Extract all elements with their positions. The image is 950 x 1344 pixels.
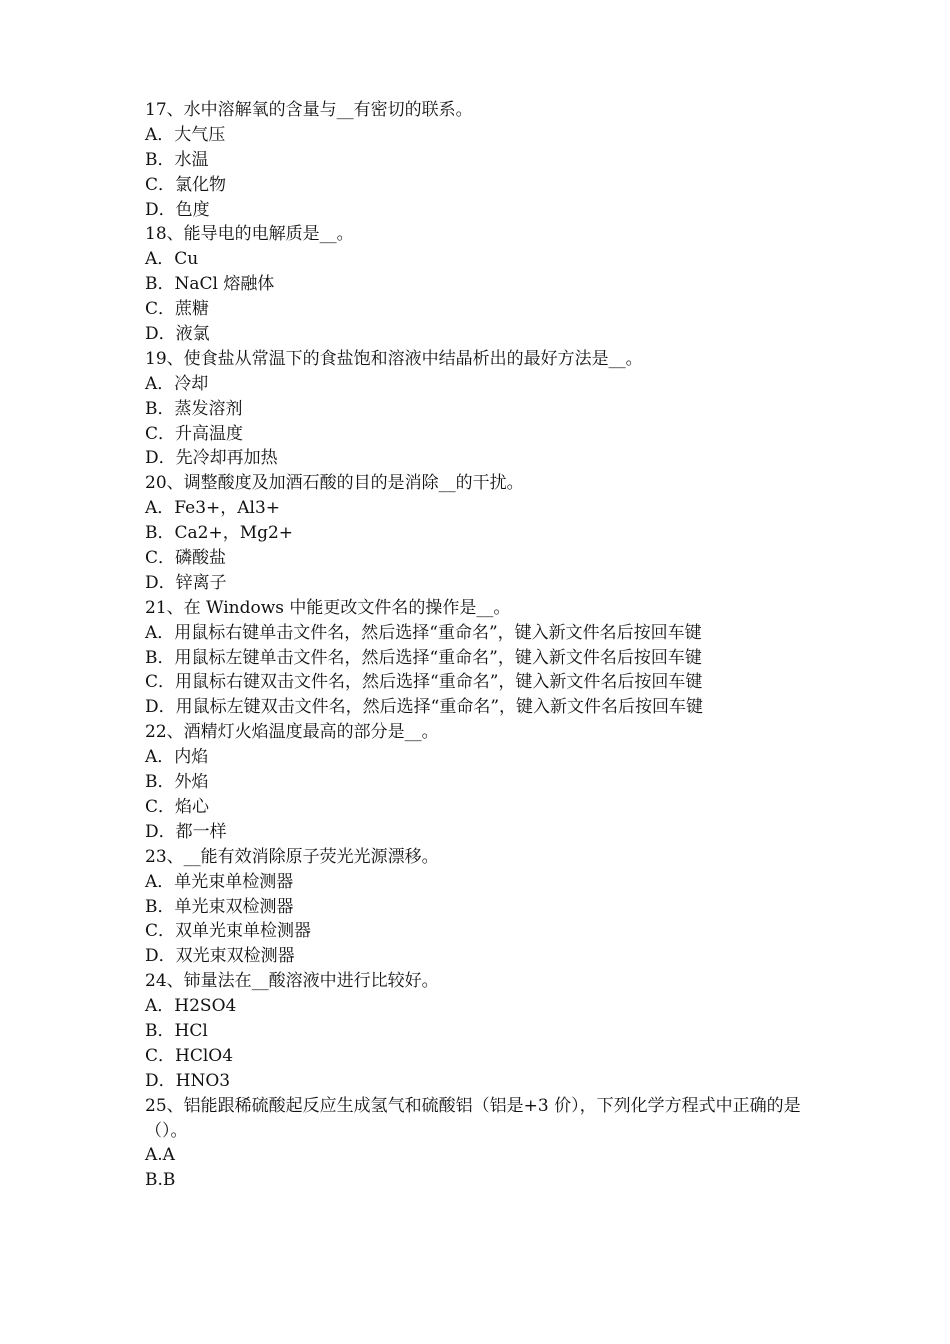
option-a: A．大气压 [145, 124, 226, 145]
option-c: C．焰心 [145, 796, 210, 817]
question-25 [145, 1094, 825, 1194]
question-stem: 22、酒精灯火焰温度最高的部分是__。 [145, 722, 439, 743]
question-list [145, 98, 825, 1193]
option-d: D．锌离子 [145, 572, 227, 593]
question-stem: 17、水中溶解氧的含量与__有密切的联系。 [145, 100, 473, 120]
option-b: B.B [145, 1170, 176, 1191]
option-c: C．用鼠标右键双击文件名，然后选择“重命名”，键入新文件名后按回车键 [145, 672, 703, 693]
option-b: B．外焰 [145, 772, 209, 793]
option-d: D．都一样 [145, 821, 227, 842]
option-b: B．NaCl 熔融体 [145, 274, 275, 295]
question-24 [145, 969, 825, 1093]
option-a: A．Cu [145, 249, 199, 270]
option-d: D．先冷却再加热 [145, 448, 278, 469]
option-c: C．升高温度 [145, 423, 244, 444]
option-c: C．双单光束单检测器 [145, 921, 312, 942]
option-d: D．双光束双检测器 [145, 946, 295, 967]
option-b: B．HCl [145, 1020, 208, 1041]
question-19 [145, 347, 825, 471]
option-c: C．蔗糖 [145, 299, 210, 320]
option-c: C．磷酸盐 [145, 548, 227, 569]
question-21 [145, 596, 825, 720]
option-c: C．氯化物 [145, 174, 227, 195]
question-stem: 23、__能有效消除原子荧光光源漂移。 [145, 846, 439, 867]
question-stem: 24、铈量法在__酸溶液中进行比较好。 [145, 971, 439, 992]
option-c: C．HClO4 [145, 1045, 234, 1066]
question-stem: 25、铝能跟稀硫酸起反应生成氢气和硫酸铝（铝是+3 价），下列化学方程式中正确的是（）。 [145, 1095, 801, 1141]
question-stem: 21、在 Windows 中能更改文件名的操作是__。 [145, 597, 511, 618]
option-b: B．蒸发溶剂 [145, 398, 243, 419]
option-a: A．用鼠标右键单击文件名，然后选择“重命名”，键入新文件名后按回车键 [145, 622, 702, 643]
option-b: B．用鼠标左键单击文件名，然后选择“重命名”，键入新文件名后按回车键 [145, 647, 702, 668]
question-22 [145, 720, 825, 844]
option-a: A．Fe3+，Al3+ [145, 498, 281, 519]
option-a: A．冷却 [145, 373, 209, 394]
option-a: A.A [145, 1145, 175, 1166]
question-stem: 19、使食盐从常温下的食盐饱和溶液中结晶析出的最好方法是__。 [145, 348, 643, 369]
question-17 [145, 98, 825, 222]
option-a: A．内焰 [145, 747, 209, 768]
option-d: D．色度 [145, 199, 210, 220]
option-a: A．单光束单检测器 [145, 871, 294, 892]
question-18 [145, 222, 825, 346]
option-d: D．HNO3 [145, 1070, 231, 1091]
option-a: A．H2SO4 [145, 996, 237, 1017]
option-b: B．单光束双检测器 [145, 896, 294, 917]
option-d: D．液氯 [145, 324, 210, 345]
question-23 [145, 845, 825, 969]
question-20 [145, 471, 825, 595]
question-stem: 18、能导电的电解质是__。 [145, 224, 354, 245]
option-d: D．用鼠标左键双击文件名，然后选择“重命名”，键入新文件名后按回车键 [145, 697, 704, 718]
option-b: B．Ca2+，Mg2+ [145, 523, 294, 544]
question-stem: 20、调整酸度及加酒石酸的目的是消除__的干扰。 [145, 473, 524, 494]
option-b: B．水温 [145, 149, 209, 170]
